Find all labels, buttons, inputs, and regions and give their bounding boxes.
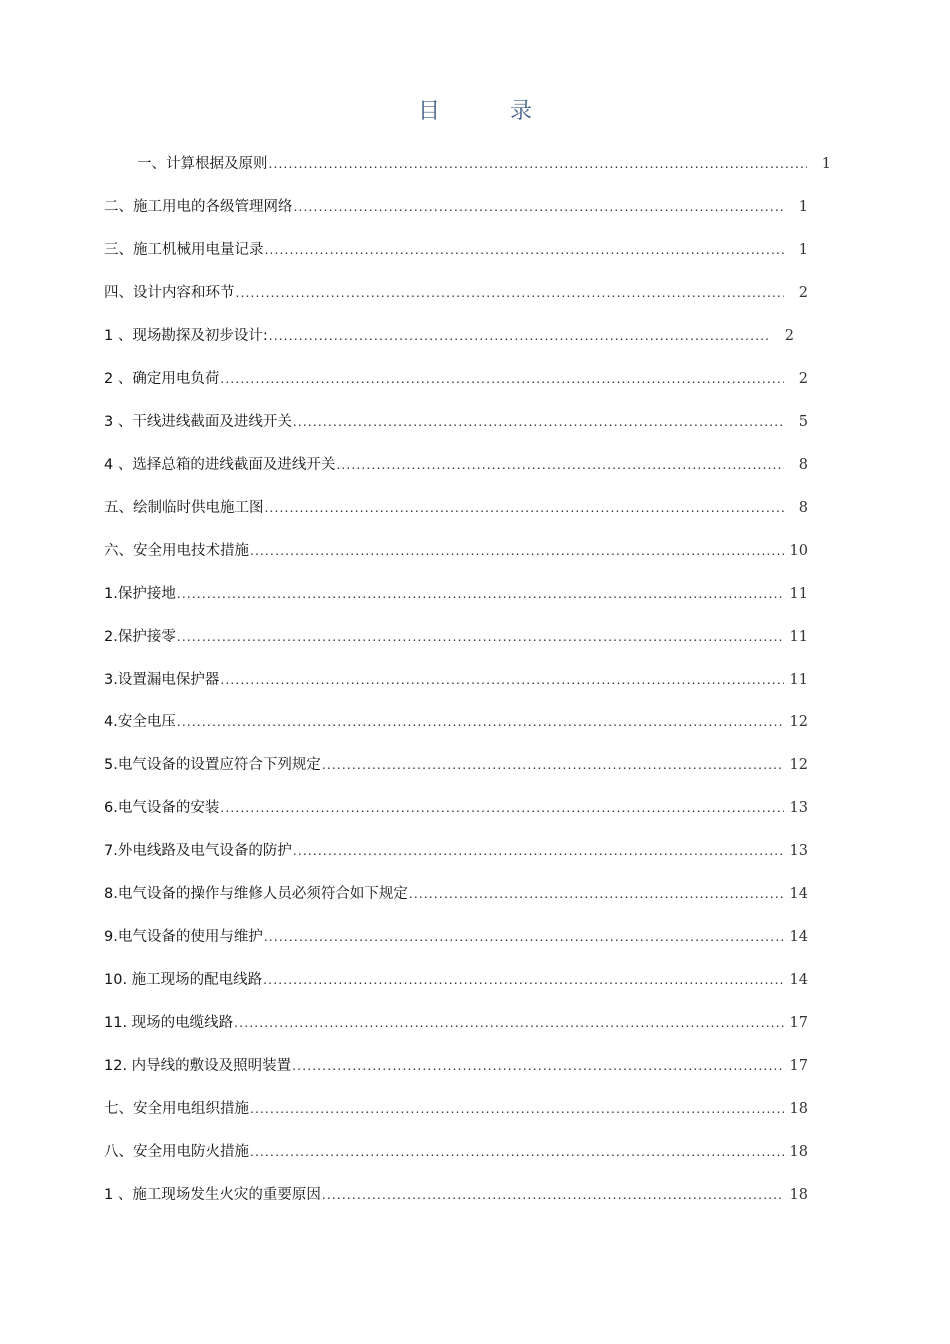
toc-leader-dots (293, 839, 784, 863)
toc-leader-dots (269, 152, 808, 176)
toc-leader-dots (293, 410, 784, 434)
toc-page-number: 18 (789, 1144, 808, 1160)
toc-entry-label: 六、安全用电技术措施 (104, 543, 249, 559)
toc-entry-label: 4 、选择总箱的进线截面及进线开关 (104, 457, 336, 473)
toc-row[interactable] (104, 410, 808, 434)
toc-page-number: 12 (789, 714, 808, 730)
toc-leader-dots (177, 582, 784, 606)
toc-entry-label: 八、安全用电防火措施 (104, 1144, 249, 1160)
toc-entry-label: 5.电气设备的设置应符合下列规定 (104, 757, 321, 773)
toc-leader-dots (322, 1183, 784, 1207)
toc-page-number: 14 (789, 886, 808, 902)
toc-leader-dots (292, 1054, 784, 1078)
toc-entry-label: 二、施工用电的各级管理网络 (104, 199, 293, 215)
toc-page-number: 1 (821, 156, 831, 172)
toc-leader-dots (250, 539, 784, 563)
toc-leader-dots (234, 1011, 784, 1035)
toc-row[interactable] (104, 281, 808, 305)
toc-entry-label: 6.电气设备的安装 (104, 800, 220, 816)
toc-page-number: 13 (789, 843, 808, 859)
toc-entry-label: 12. 内导线的敷设及照明装置 (104, 1058, 292, 1074)
toc-entry-label: 三、施工机械用电量记录 (104, 242, 264, 258)
toc-leader-dots (220, 668, 784, 692)
toc-page-number: 14 (789, 929, 808, 945)
toc-entry-label: 7.外电线路及电气设备的防护 (104, 843, 292, 859)
toc-page-number: 14 (789, 972, 808, 988)
toc-page-number: 17 (789, 1058, 808, 1074)
toc-page-number: 1 (798, 199, 808, 215)
toc-entry-label: 4.安全电压 (104, 714, 176, 730)
toc-row[interactable] (104, 839, 808, 863)
toc-leader-dots (220, 367, 784, 391)
toc-row[interactable] (104, 324, 794, 348)
toc-page-number: 18 (789, 1187, 808, 1203)
toc-row[interactable] (104, 668, 808, 692)
toc-entry-label: 四、设计内容和环节 (104, 285, 235, 301)
toc-leader-dots (177, 625, 784, 649)
toc-entry-label: 1.保护接地 (104, 586, 176, 602)
toc-leader-dots (263, 968, 784, 992)
toc-leader-dots (265, 496, 785, 520)
toc-row[interactable] (104, 796, 808, 820)
toc-leader-dots (322, 753, 784, 777)
toc-row[interactable] (104, 496, 808, 520)
toc-page-number: 1 (798, 242, 808, 258)
toc-page-number: 2 (784, 328, 794, 344)
toc-entry-label: 2.保护接零 (104, 629, 176, 645)
toc-leader-dots (409, 882, 784, 906)
toc-page-number: 8 (798, 500, 808, 516)
toc-entry-label: 一、计算根据及原则 (137, 156, 268, 172)
toc-page-number: 11 (789, 629, 808, 645)
toc-entry-label: 1 、现场勘探及初步设计: (104, 328, 268, 344)
title-char-2: 录 (510, 99, 533, 124)
toc-page-number: 5 (798, 414, 808, 430)
toc-page-number: 2 (798, 371, 808, 387)
toc-row[interactable] (104, 625, 808, 649)
toc-page-number: 11 (789, 586, 808, 602)
toc-row[interactable] (104, 1140, 808, 1164)
toc-entry-label: 11. 现场的电缆线路 (104, 1015, 234, 1031)
toc-entry-label: 3.设置漏电保护器 (104, 672, 220, 688)
toc-entry-label: 3 、干线进线截面及进线开关 (104, 414, 292, 430)
toc-entry-label: 1 、施工现场发生火灾的重要原因 (104, 1187, 321, 1203)
toc-row[interactable] (104, 1011, 808, 1035)
toc-row[interactable] (104, 1183, 808, 1207)
toc-leader-dots (220, 796, 784, 820)
toc-row[interactable] (104, 968, 808, 992)
toc-entry-label: 七、安全用电组织措施 (104, 1101, 249, 1117)
toc-page-number: 8 (798, 457, 808, 473)
toc-row[interactable] (104, 882, 808, 906)
toc-row[interactable] (104, 1054, 808, 1078)
toc-leader-dots (294, 195, 785, 219)
title-char-1: 目 (417, 99, 440, 124)
toc-leader-dots (336, 453, 784, 477)
toc-leader-dots (265, 238, 785, 262)
toc-entry-label: 10. 施工现场的配电线路 (104, 972, 263, 988)
toc-page-number: 10 (789, 543, 808, 559)
toc-row[interactable] (104, 238, 808, 262)
page-title (0, 94, 950, 125)
toc-row[interactable] (104, 195, 808, 219)
toc-entry-label: 2 、确定用电负荷 (104, 371, 220, 387)
toc-leader-dots (264, 925, 784, 949)
toc-row[interactable] (104, 710, 808, 734)
toc-row[interactable] (104, 925, 808, 949)
toc-leader-dots (236, 281, 785, 305)
toc-page-number: 18 (789, 1101, 808, 1117)
toc-page-number: 11 (789, 672, 808, 688)
toc-leader-dots (269, 324, 770, 348)
toc-leader-dots (250, 1140, 784, 1164)
toc-row[interactable] (104, 539, 808, 563)
toc-row[interactable] (104, 753, 808, 777)
toc-page-number: 12 (789, 757, 808, 773)
toc-row[interactable] (137, 152, 831, 176)
toc-entry-label: 9.电气设备的使用与维护 (104, 929, 263, 945)
toc-entry-label: 8.电气设备的操作与维修人员必须符合如下规定 (104, 886, 408, 902)
toc-row[interactable] (104, 367, 808, 391)
toc-leader-dots (250, 1097, 784, 1121)
toc-page-number: 2 (798, 285, 808, 301)
toc-page-number: 13 (789, 800, 808, 816)
toc-leader-dots (177, 710, 784, 734)
toc-row[interactable] (104, 582, 808, 606)
toc-entry-label: 五、绘制临时供电施工图 (104, 500, 264, 516)
toc-row[interactable] (104, 453, 808, 477)
toc-page-number: 17 (789, 1015, 808, 1031)
toc-row[interactable] (104, 1097, 808, 1121)
